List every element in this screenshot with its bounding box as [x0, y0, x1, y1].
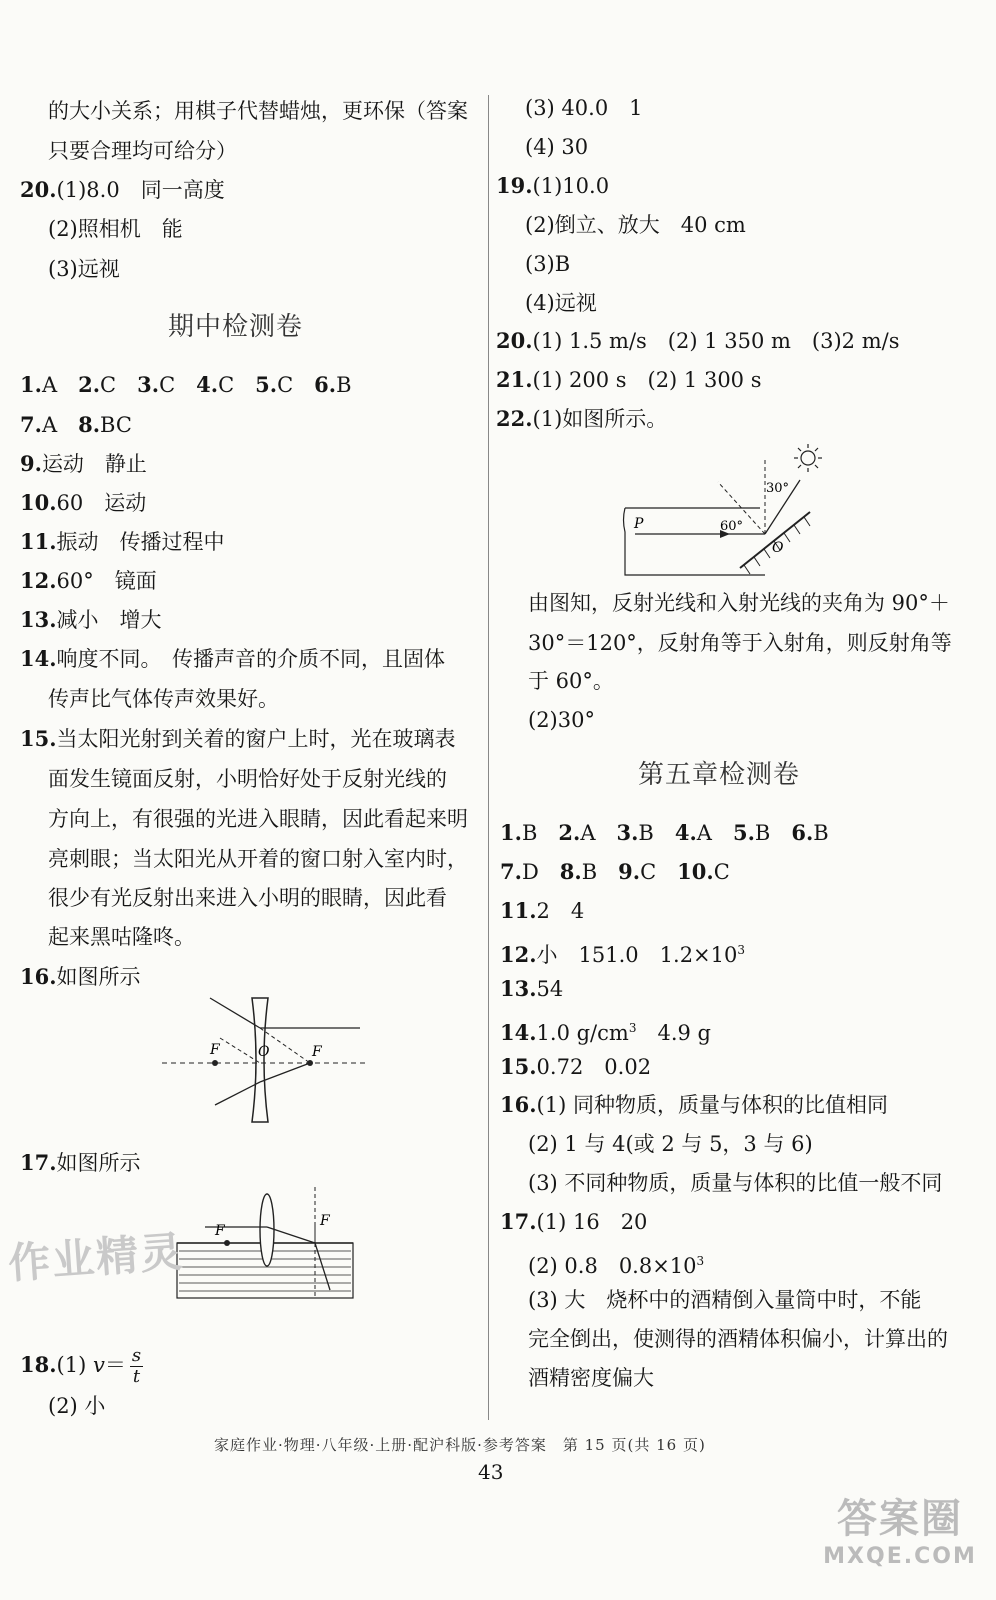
q12-answer: 12.60° 镜面	[20, 568, 157, 593]
q22-explanation: 由图知，反射光线和入射光线的夹角为 90°＋	[528, 591, 950, 615]
right-a4: (4) 30	[525, 135, 589, 159]
left-text-line: 只要合理均可给分）	[48, 139, 237, 163]
q15-answer-cont: 起来黑咕隆咚。	[48, 925, 195, 949]
mc-answers-7-10: 7.D 8.B 9.C 10.C	[500, 859, 730, 884]
question-number: 20.	[20, 177, 57, 202]
q11-answer: 11.振动 传播过程中	[20, 529, 225, 554]
mc-answers-1-6: 1.A 2.C 3.C 4.C 5.C 6.B	[20, 372, 352, 397]
ray-through-focus	[260, 1063, 310, 1082]
corner-logo	[815, 1495, 985, 1595]
speed-formula-fraction: $\frac{s}{t}$	[131, 1345, 142, 1387]
q11-answer: 11.2 4	[500, 898, 585, 923]
q22-explanation: 30°＝120°，反射角等于入射角，则反射角等	[528, 631, 952, 655]
q22-explanation: 于 60°。	[528, 669, 614, 693]
focal-point-left	[212, 1060, 218, 1066]
focus-label-left: F	[215, 1223, 225, 1239]
q13-answer: 13.54	[500, 976, 564, 1001]
q9-answer: 9.运动 静止	[20, 451, 147, 476]
q17-answer: 17.如图所示	[20, 1150, 141, 1175]
column-divider	[488, 95, 489, 1420]
q20-answer: 20.(1)8.0 同一高度	[20, 177, 225, 202]
q15-answer: 15.当太阳光射到关着的窗户上时，光在玻璃表	[20, 726, 456, 751]
angle-60-label: 60°	[720, 519, 744, 534]
q16-answer: 16.(1) 同种物质，质量与体积的比值相同	[500, 1092, 888, 1117]
q16-part2: (2) 1 与 4(或 2 与 5，3 与 6)	[528, 1132, 813, 1156]
q20-part3: (3)远视	[48, 257, 120, 281]
q12-answer: 12.小 151.0 $1.2\times 10^3$	[500, 942, 746, 967]
logo-title: 答案圈	[837, 1496, 963, 1542]
q14-answer: 14.响度不同。 传播声音的介质不同，且固体	[20, 646, 446, 671]
point-o-label: O	[772, 540, 784, 556]
q20-part2: (2)照相机 能	[48, 217, 183, 241]
watermark-text: 作业精灵	[6, 1226, 186, 1289]
q14-answer: 14.1.0 $g/cm^3$ 4.9 g	[500, 1020, 711, 1045]
focus-label-right: F	[312, 1044, 322, 1060]
convex-lens-water-diagram	[175, 1185, 355, 1300]
page-number: 43	[478, 1460, 504, 1484]
q17-part3: (3) 大 烧杯中的酒精倒入量筒中时，不能	[528, 1288, 922, 1312]
q15-answer-cont: 亮刺眼；当太阳光从开着的窗口射入室内时，	[48, 847, 468, 871]
left-text-line: 的大小关系；用棋子代替蜡烛，更环保（答案	[48, 99, 468, 123]
dashed-ray	[220, 1038, 260, 1063]
right-a3: (3) 40.0 1	[525, 96, 643, 120]
section-title-midterm: 期中检测卷	[168, 312, 304, 342]
q15-answer-cont: 很少有光反射出来进入小明的眼睛，因此看	[48, 886, 447, 910]
q17-part3-cont: 酒精密度偏大	[528, 1366, 654, 1390]
q19-part4: (4)远视	[525, 291, 597, 315]
focus-label-left: F	[210, 1042, 220, 1058]
focal-point-right	[307, 1060, 313, 1066]
q10-answer: 10.60 运动	[20, 490, 147, 515]
q22-answer: 22.(1)如图所示。	[496, 406, 668, 431]
reflection-diagram	[620, 440, 860, 580]
q14-answer-cont: 传声比气体传声效果好。	[48, 687, 279, 711]
q18-part2: (2) 小	[48, 1394, 106, 1418]
q13-answer: 13.减小 增大	[20, 607, 162, 632]
q15-answer-cont: 面发生镜面反射，小明恰好处于反射光线的	[48, 767, 447, 791]
focus-label-right: F	[320, 1213, 330, 1229]
point-p-label: P	[634, 516, 644, 532]
mc-answers-7-8: 7.A 8.BC	[20, 412, 132, 437]
optical-center-label: O	[258, 1044, 270, 1060]
q17-part3-cont: 完全倒出，使测得的酒精体积偏小，计算出的	[528, 1327, 948, 1351]
page-footer: 家庭作业·物理·八年级·上册·配沪科版·参考答案 第 15 页(共 16 页)	[214, 1436, 706, 1454]
angle-30-label: 30°	[766, 481, 790, 496]
concave-lens-diagram	[160, 990, 370, 1130]
q17-part2: (2) 0.8 $0.8\times 10^3$	[528, 1254, 705, 1278]
mc-answers-1-6: 1.B 2.A 3.B 4.A 5.B 6.B	[500, 820, 829, 845]
q19-part3: (3)B	[525, 252, 571, 276]
concave-lens-shape	[252, 998, 268, 1122]
q19-answer: 19.(1)10.0	[496, 173, 610, 198]
q18-answer: 18.(1) v＝ $\frac{s}{t}$	[20, 1345, 142, 1387]
q15-answer-cont: 方向上，有很强的光进入眼睛，因此看起来明	[48, 807, 468, 831]
sun-rays-icon	[794, 444, 822, 472]
q17-answer: 17.(1) 16 20	[500, 1209, 648, 1234]
convex-lens-shape	[260, 1194, 274, 1266]
logo-url: MXQE.COM	[823, 1544, 977, 1569]
q16-answer: 16.如图所示	[20, 964, 141, 989]
focal-point-left	[224, 1240, 230, 1246]
q21-answer: 21.(1) 200 s (2) 1 300 s	[496, 367, 762, 392]
q16-part3: (3) 不同种物质，质量与体积的比值一般不同	[528, 1171, 943, 1195]
ray-to-focus	[215, 1082, 260, 1105]
sun-icon	[801, 451, 815, 465]
q20-answer: 20.(1) 1.5 m/s (2) 1 350 m (3)2 m/s	[496, 328, 900, 353]
q19-part2: (2)倒立、放大 40 cm	[525, 213, 746, 237]
section-title-chapter5: 第五章检测卷	[638, 760, 801, 790]
q22-part2: (2)30°	[528, 708, 595, 732]
q15-answer: 15.0.72 0.02	[500, 1054, 652, 1079]
